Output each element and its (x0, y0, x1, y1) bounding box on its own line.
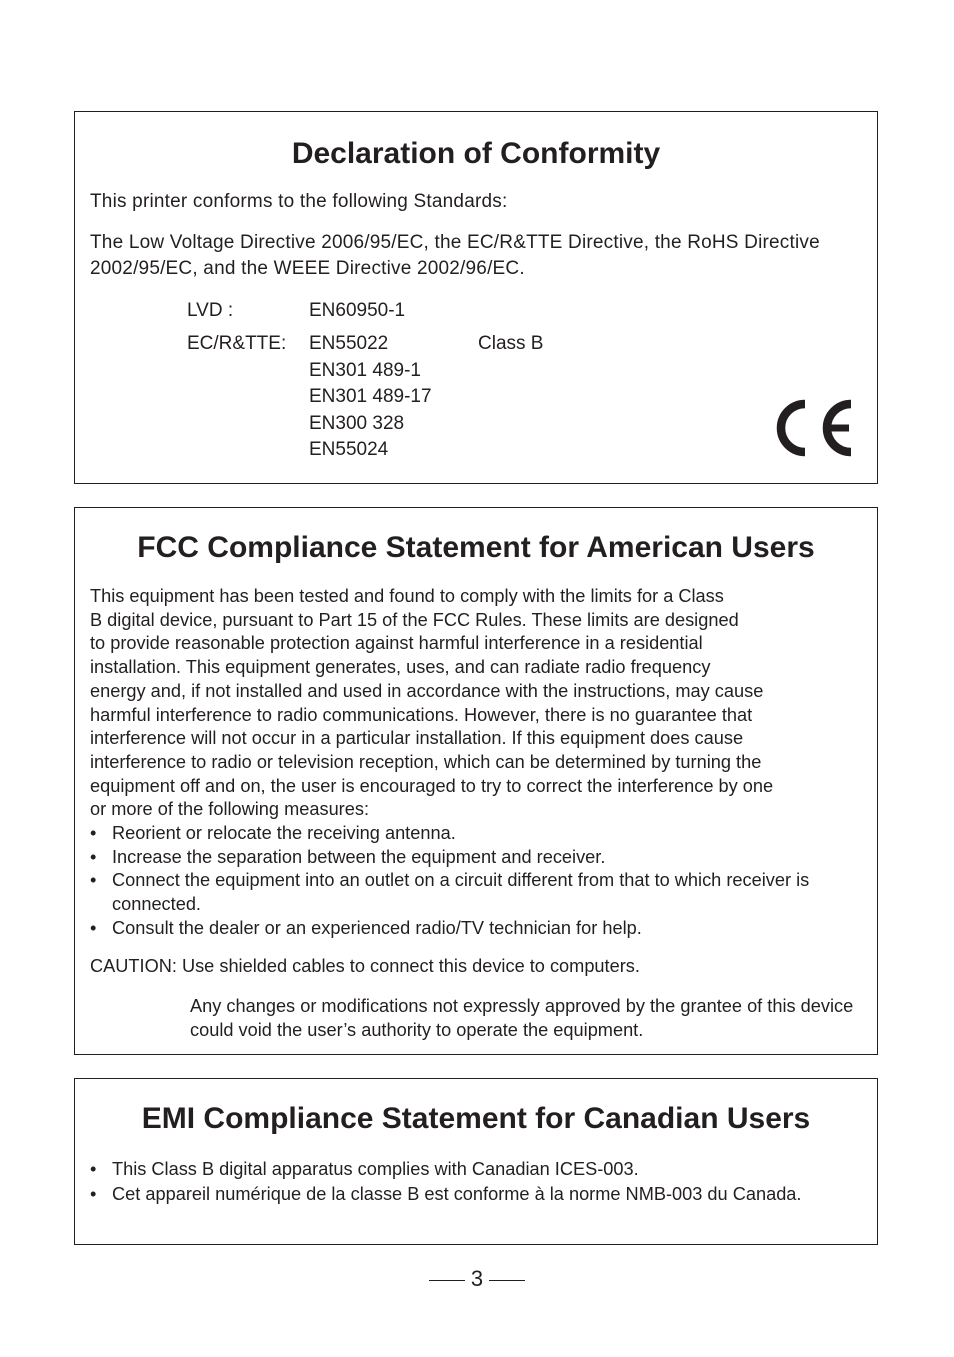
list-item: • Reorient or relocate the receiving antenna. (90, 822, 870, 846)
declaration-directives: The Low Voltage Directive 2006/95/EC, the EC/R&TTE Directive, the RoHS Directive 2002/95/EC, and the WEEE Directive 2002/96/EC. (90, 232, 820, 279)
paragraph-line: interference to radio or television reception, which can be determined by turning the (90, 751, 762, 772)
rtte-standard: EN55024 (309, 439, 389, 460)
list-item: • Cet appareil numérique de la classe B est conforme à la norme NMB-003 du Canada. (90, 1182, 812, 1207)
declaration-intro: This printer conforms to the following Standards: (90, 191, 508, 212)
fcc-paragraph (90, 585, 870, 822)
lvd-label: LVD : (187, 300, 234, 321)
list-item: • Increase the separation between the equipment and receiver. (90, 846, 870, 870)
fcc-compliance-box (74, 507, 878, 1055)
rtte-label: EC/R&TTE: (187, 333, 287, 354)
emi-list (90, 1157, 830, 1207)
emi-title: EMI Compliance Statement for Canadian Users (141, 1102, 811, 1135)
lvd-standard: EN60950-1 (309, 300, 406, 321)
page-number (0, 1265, 954, 1293)
list-item: • Consult the dealer or an experienced radio/TV technician for help. (90, 917, 870, 941)
ce-mark-icon (775, 398, 857, 458)
paragraph-line: harmful interference to radio communications. However, there is no guarantee that (90, 704, 753, 725)
rtte-class: Class B (478, 333, 544, 354)
page-number-value: 3 (470, 1266, 484, 1291)
paragraph-line: energy and, if not installed and used in accordance with the instructions, may cause (90, 680, 764, 701)
paragraph-line: B digital device, pursuant to Part 15 of the FCC Rules. These limits are designed (90, 609, 739, 630)
declaration-title: Declaration of Conformity (291, 137, 661, 170)
paragraph-line: This equipment has been tested and found to comply with the limits for a Class (90, 586, 724, 606)
fcc-measures-list (90, 822, 870, 941)
fcc-caution-note: Any changes or modifications not expressly approved by the grantee of this device could void the user’s authority to operate the equipment. (190, 996, 854, 1040)
paragraph-line: or more of the following measures: (90, 799, 370, 820)
paragraph-line: interference will not occur in a particular installation. If this equipment does cause (90, 728, 744, 749)
paragraph-line: equipment off and on, the user is encouraged to try to correct the interference by one (90, 775, 774, 796)
paragraph-line: installation. This equipment generates, uses, and can radiate radio frequency (90, 657, 711, 678)
list-item: • This Class B digital apparatus complies with Canadian ICES-003. (90, 1157, 830, 1182)
paragraph-line: to provide reasonable protection against harmful interference in a residential (90, 633, 703, 654)
emi-compliance-box (74, 1078, 878, 1245)
declaration-of-conformity-box (74, 111, 878, 484)
rtte-standard: EN55022 (309, 333, 389, 354)
fcc-title: FCC Compliance Statement for American Users (137, 531, 815, 564)
rtte-standard: EN301 489-17 (309, 386, 432, 407)
fcc-caution: CAUTION: Use shielded cables to connect this device to computers. (90, 956, 640, 976)
rtte-standard: EN300 328 (309, 412, 405, 434)
page-number-rule-right (489, 1280, 525, 1281)
list-item: • Connect the equipment into an outlet on a circuit different from that to which receiver is connected. (90, 869, 812, 916)
rtte-standard: EN301 489-1 (309, 359, 421, 381)
page-number-rule-left (429, 1280, 465, 1281)
